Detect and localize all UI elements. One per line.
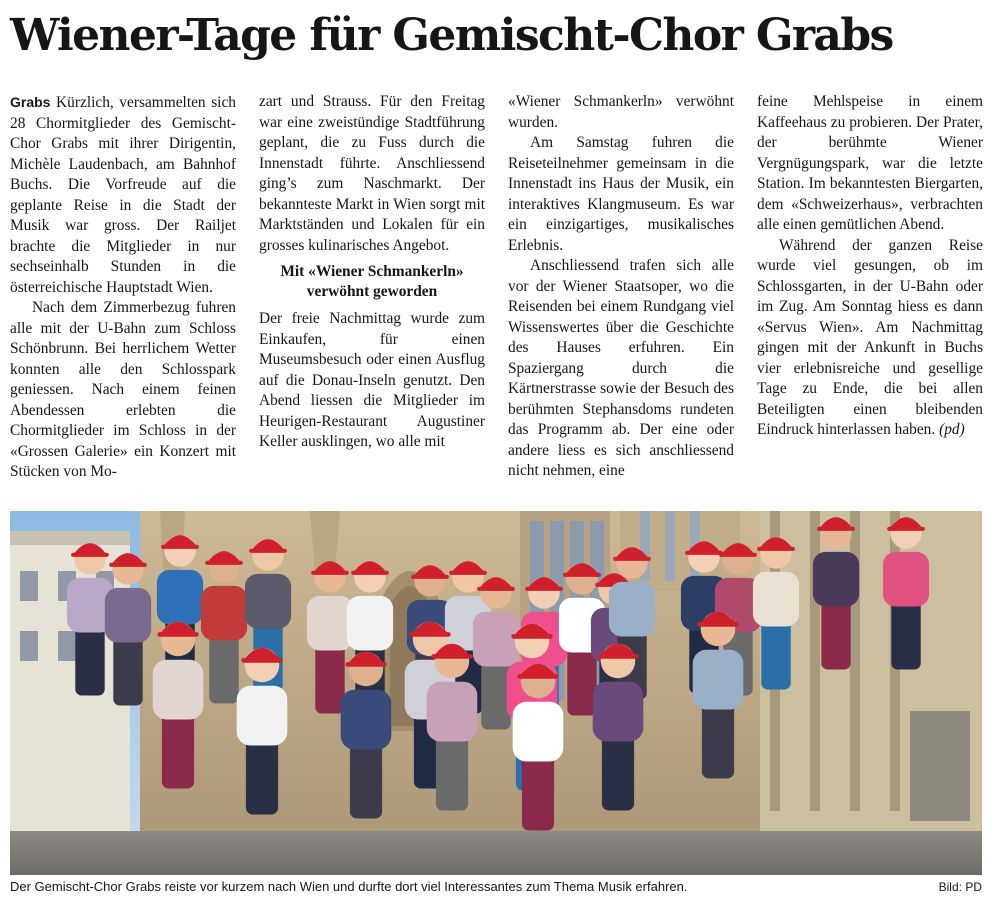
author-signature: (pd) (939, 421, 965, 438)
building-right (760, 511, 982, 875)
paragraph: zart und Strauss. Für den Freitag war eine zweistündige Stadtführung geplant, die zu Fuss durch die Innenstadt führte. Anschliessend ging’s zum Naschmarkt. Der bekannteste Markt in Wien sorgt mit Marktständen und Lokalen für ein grosses kulinarisches Angebot. (259, 93, 485, 254)
dateline: Grabs (10, 94, 51, 110)
pavement (10, 831, 982, 875)
paragraph: Anschliessend trafen sich alle vor der Wiener Staatsoper, wo die Reisenden bei einem Rundgang viel Wissenswertes über die Geschichte des Hauses erfuhren. Ein Spaziergang durch die Kärtnerstrasse sowie der Besuch des berühmten Stephansdoms rundeten das Programm ab. Der eine oder andere liess es sich anschliessend nicht nehmen, eine (508, 257, 734, 479)
photo-credit: Bild: PD (938, 880, 982, 894)
paragraph: Der freie Nachmittag wurde zum Einkaufen, für einen Museumsbesuch oder einen Ausflug auf die Donau-Inseln genutzt. Den Abend liessen die Mitglieder im Heurigen-Restaurant Augustiner Keller ausklingen, wo alle mit (259, 310, 485, 450)
headline: Wiener-Tage für Gemischt-Chor Grabs (10, 10, 893, 61)
article-column-3 (508, 92, 734, 484)
article-column-2 (259, 92, 485, 484)
paragraph (10, 92, 236, 298)
paragraph (757, 236, 983, 441)
subheading: Mit «Wiener Schmankerln» verwöhnt geworden (280, 263, 464, 300)
group-photo-illustration (10, 511, 982, 875)
paragraph-text: Kürzlich, versammelten sich 28 Chormitglieder des Gemischt-Chor Grabs mit ihrer Dirigentin, Michèle Laudenbach, am Bahnhof Buchs. Die Vorfreude auf die geplante Reise in die Stadt der Musik war gross. Der Railjet brachte die Mitglieder in nur sechseinhalb Stunden in die österreichische Hauptstadt Wien. (10, 94, 236, 296)
article-column-1 (10, 92, 236, 484)
article-column-4 (757, 92, 983, 484)
paragraph: Am Samstag fuhren die Reiseteilnehmer gemeinsam in die Innenstadt ins Haus der Musik, ein interaktives Klangmuseum. Es war ein einzigartiges, musikalisches Erlebnis. (508, 134, 734, 254)
group-photo (10, 511, 982, 875)
paragraph: «Wiener Schmankerln» verwöhnt wurden. (508, 93, 734, 131)
paragraph-text: Während der ganzen Reise wurde viel gesungen, ob im Schlossgarten, in der U-Bahn oder im Zug. Am Sonntag hiess es dann «Servus Wien». Am Nachmittag gingen mit der Ankunft in Buchs vier erlebnisreiche und gesellige Tage zu Ende, die bei allen Beteiligten einen bleibenden Eindruck hinterlassen haben. (757, 236, 983, 438)
paragraph: feine Mehlspeise in einem Kaffeehaus zu probieren. Der Prater, der berühmte Wiener Vergnügungspark, war die letzte Station. Im bekanntesten Biergarten, dem «Schweizerhaus», verbrachten alle einen gemütlichen Abend. (757, 93, 983, 233)
paragraph: Nach dem Zimmerbezug fuhren alle mit der U-Bahn zum Schloss Schönbrunn. Bei herrlichem Wetter konnten alle den Schlosspark geniessen. Nach einem feinen Abendessen erlebten die Chormitglieder im Schloss in der «Grossen Galerie» ein Konzert mit Stücken von Mo- (10, 299, 236, 480)
photo-caption: Der Gemischt-Chor Grabs reiste vor kurzem nach Wien und durfte dort viel Interessantes zum Thema Musik erfahren. (10, 879, 688, 894)
